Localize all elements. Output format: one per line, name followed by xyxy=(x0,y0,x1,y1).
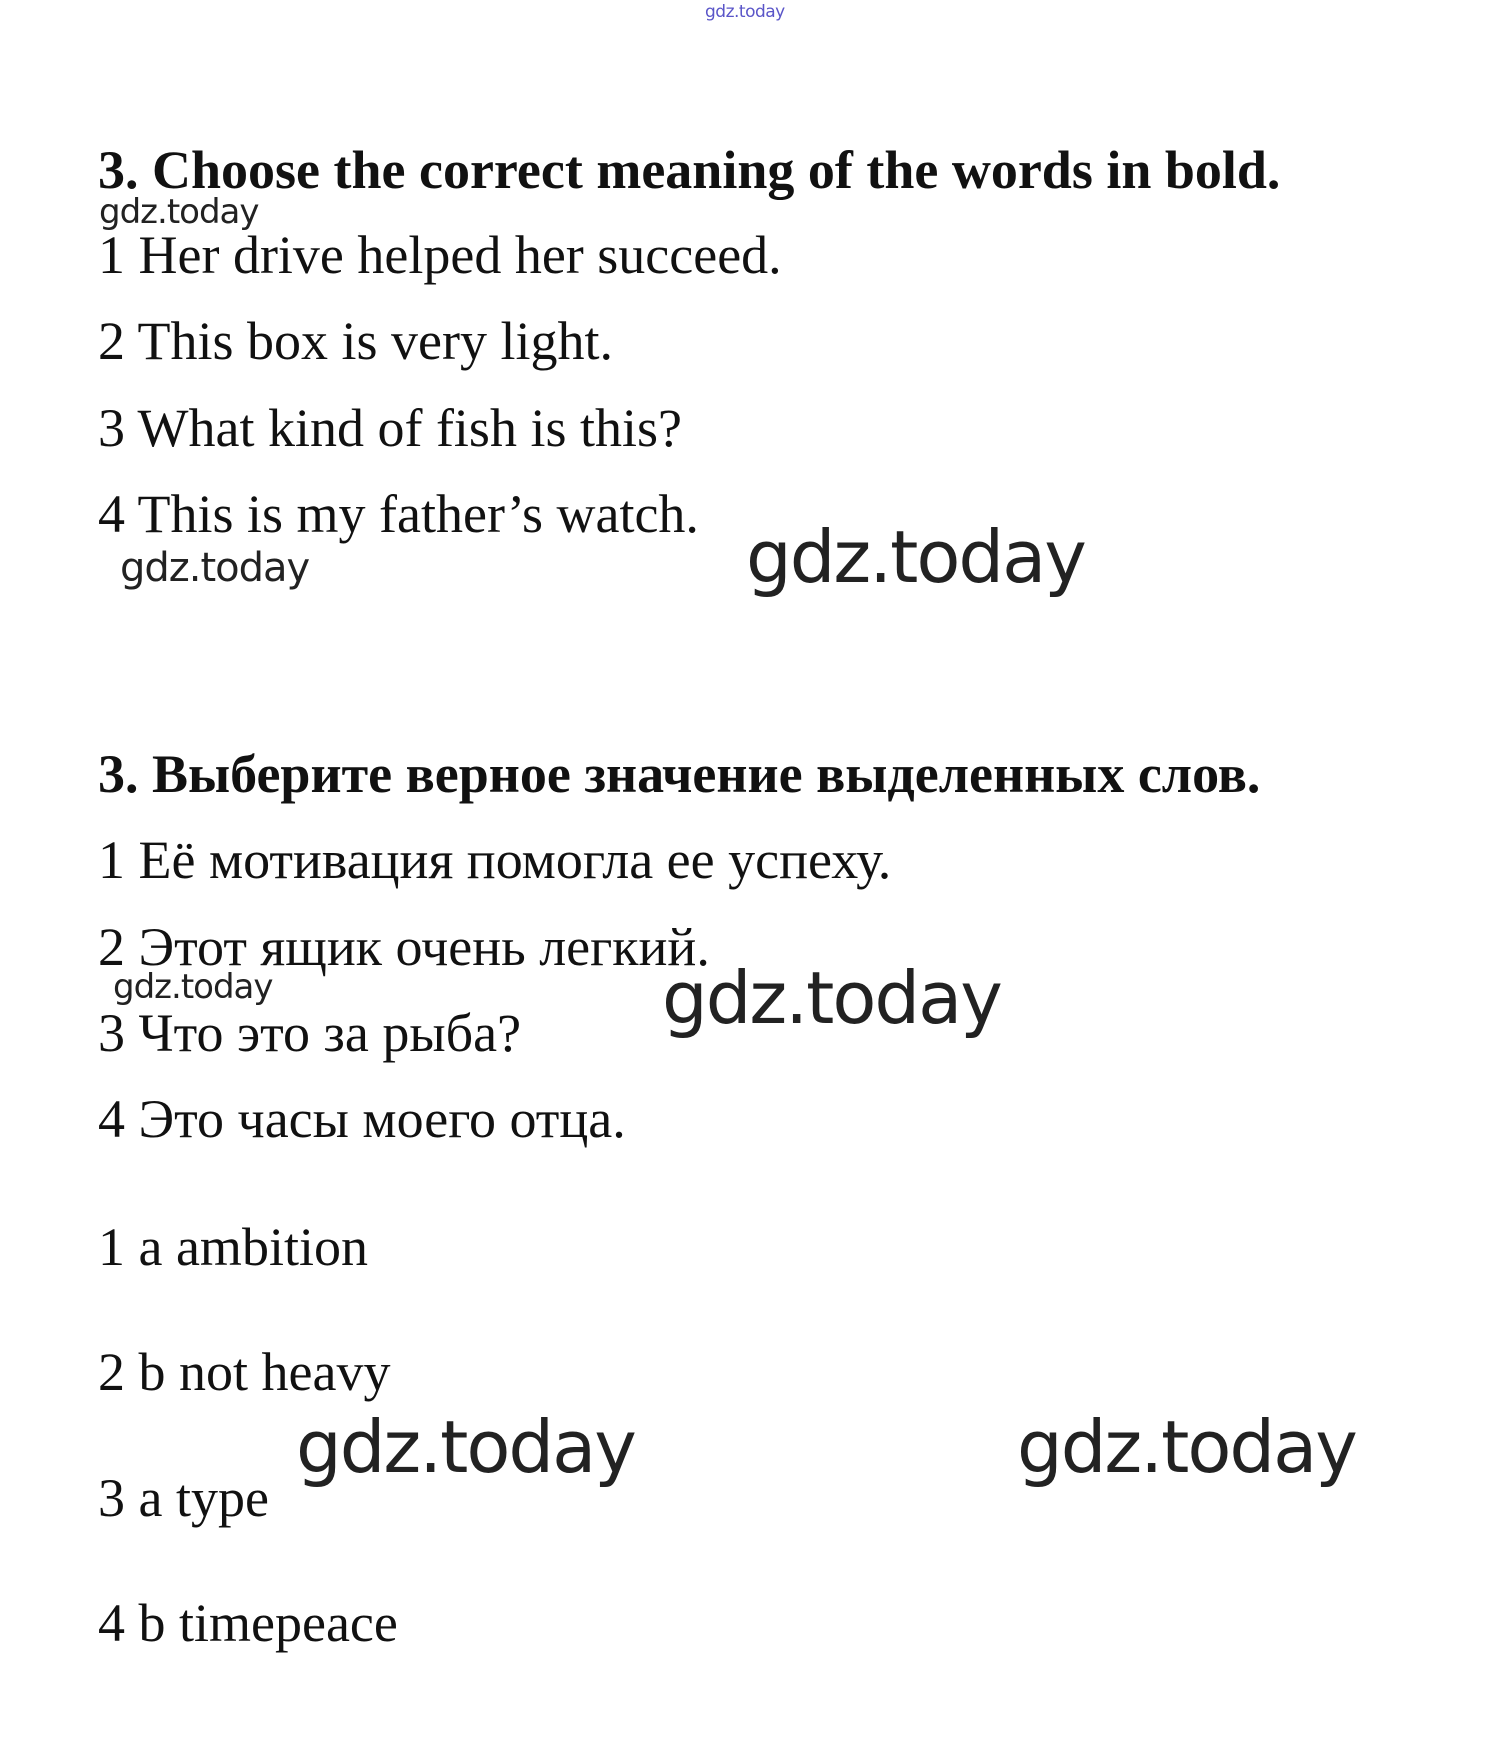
answer-4: 4 b timepeace xyxy=(98,1593,398,1653)
russian-task-heading: 3. Выберите верное значение выделенных слов. xyxy=(98,744,1261,804)
answer-1: 1 a ambition xyxy=(98,1217,368,1277)
watermark: gdz.today xyxy=(99,192,259,232)
english-sentence-4: 4 This is my father’s watch. xyxy=(98,484,699,544)
watermark: gdz.today xyxy=(296,1405,635,1489)
header-watermark: gdz.today xyxy=(705,2,785,22)
watermark: gdz.today xyxy=(662,956,1001,1040)
russian-sentence-2: 2 Этот ящик очень легкий. xyxy=(98,917,710,977)
watermark: gdz.today xyxy=(113,967,273,1007)
english-task-heading: 3. Choose the correct meaning of the words in bold. xyxy=(98,140,1281,200)
watermark: gdz.today xyxy=(120,545,310,591)
english-sentence-1: 1 Her drive helped her succeed. xyxy=(98,225,782,285)
russian-sentence-1: 1 Её мотивация помогла ее успеху. xyxy=(98,830,892,890)
answer-2: 2 b not heavy xyxy=(98,1342,391,1402)
english-sentence-3: 3 What kind of fish is this? xyxy=(98,398,682,458)
watermark: gdz.today xyxy=(1017,1405,1356,1489)
answer-3: 3 a type xyxy=(98,1468,269,1528)
russian-sentence-3: 3 Что это за рыба? xyxy=(98,1003,522,1063)
watermark: gdz.today xyxy=(746,515,1085,599)
english-sentence-2: 2 This box is very light. xyxy=(98,311,614,371)
russian-sentence-4: 4 Это часы моего отца. xyxy=(98,1089,626,1149)
